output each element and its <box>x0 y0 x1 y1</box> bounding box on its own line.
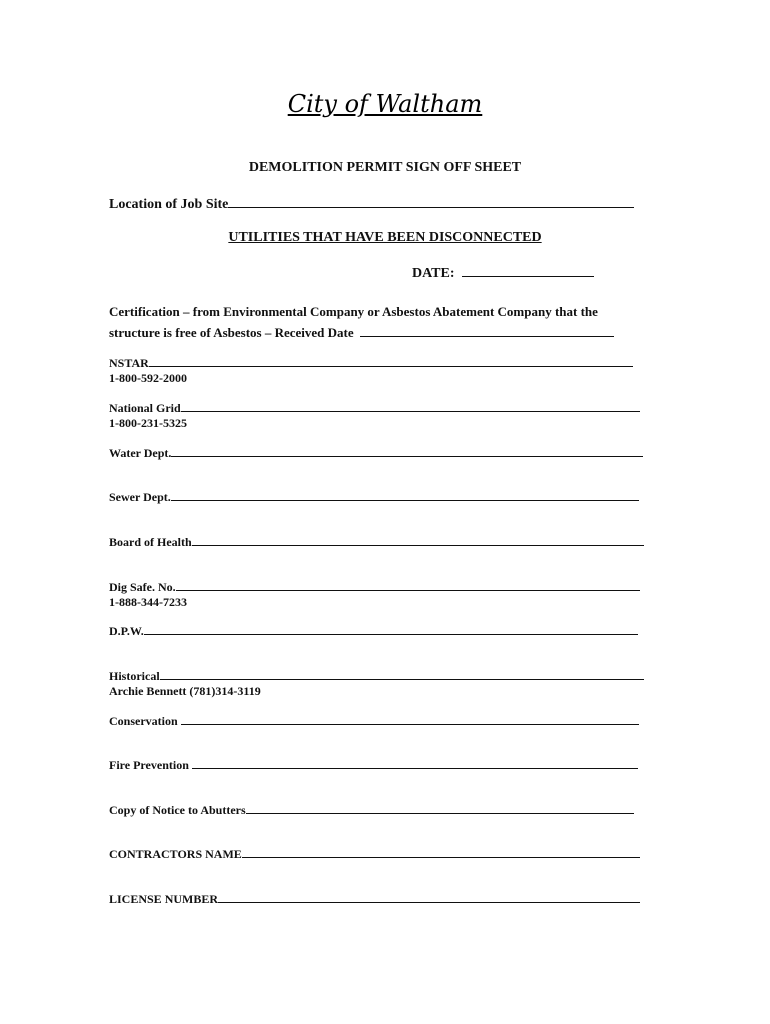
entry-label: LICENSE NUMBER <box>109 892 219 906</box>
certification-block <box>109 301 669 343</box>
date-row <box>412 266 594 282</box>
entry-phone: 1-800-592-2000 <box>109 371 187 385</box>
entry-label: Fire Prevention <box>109 758 192 772</box>
date-field[interactable] <box>462 276 594 277</box>
entry-label: D.P.W. <box>109 624 144 638</box>
entry-label: CONTRACTORS NAME <box>109 847 242 861</box>
entry-label: Board of Health <box>109 535 192 549</box>
entry-label: Sewer Dept. <box>109 490 171 504</box>
section-heading: UTILITIES THAT HAVE BEEN DISCONNECTED <box>228 230 542 245</box>
entry-label: National Grid <box>109 401 181 415</box>
entry-water-dept <box>109 446 643 461</box>
entry-field[interactable] <box>144 634 638 635</box>
location-row <box>109 195 634 213</box>
entry-phone: 1-800-231-5325 <box>109 416 187 430</box>
entry-contractors-name <box>109 847 640 862</box>
entry-field[interactable] <box>181 724 639 725</box>
entry-national-grid <box>109 401 640 431</box>
entry-field[interactable] <box>246 813 634 814</box>
entry-fire-prevention <box>109 758 638 773</box>
entry-field[interactable] <box>242 857 640 858</box>
entry-label: NSTAR <box>109 356 149 370</box>
entry-label: Copy of Notice to Abutters <box>109 803 246 817</box>
entry-field[interactable] <box>192 545 644 546</box>
entry-field[interactable] <box>160 679 644 680</box>
form-subtitle: DEMOLITION PERMIT SIGN OFF SHEET <box>248 160 522 175</box>
certification-line-1: Certification – from Environmental Company or Asbestos Abatement Company that the <box>109 304 598 319</box>
entry-label: Historical <box>109 669 160 683</box>
page-title: City of Waltham <box>287 90 483 118</box>
entry-field[interactable] <box>171 456 643 457</box>
entry-historical <box>109 669 644 699</box>
entry-field[interactable] <box>218 902 640 903</box>
location-label: Location of Job Site <box>109 197 229 212</box>
entry-field[interactable] <box>171 500 639 501</box>
entry-label: Dig Safe. No. <box>109 580 176 594</box>
certification-line-2-row <box>109 322 669 343</box>
date-label: DATE: <box>412 266 455 281</box>
entry-field[interactable] <box>181 411 640 412</box>
entry-field[interactable] <box>149 366 633 367</box>
entry-field[interactable] <box>192 768 638 769</box>
entry-sewer-dept <box>109 490 639 505</box>
certification-line-2: structure is free of Asbestos – Received Date <box>109 325 354 340</box>
received-date-field[interactable] <box>360 336 614 337</box>
entry-field[interactable] <box>176 590 640 591</box>
entry-nstar <box>109 356 633 386</box>
entry-conservation <box>109 714 639 729</box>
location-field[interactable] <box>228 207 634 208</box>
entry-board-of-health <box>109 535 644 550</box>
entry-dpw <box>109 624 638 639</box>
entry-notice-to-abutters <box>109 803 634 818</box>
entry-label: Conservation <box>109 714 181 728</box>
entry-phone: 1-888-344-7233 <box>109 595 187 609</box>
entry-license-number <box>109 892 640 907</box>
entry-dig-safe <box>109 580 640 610</box>
entry-contact: Archie Bennett (781)314-3119 <box>109 684 261 698</box>
entry-label: Water Dept. <box>109 446 172 460</box>
